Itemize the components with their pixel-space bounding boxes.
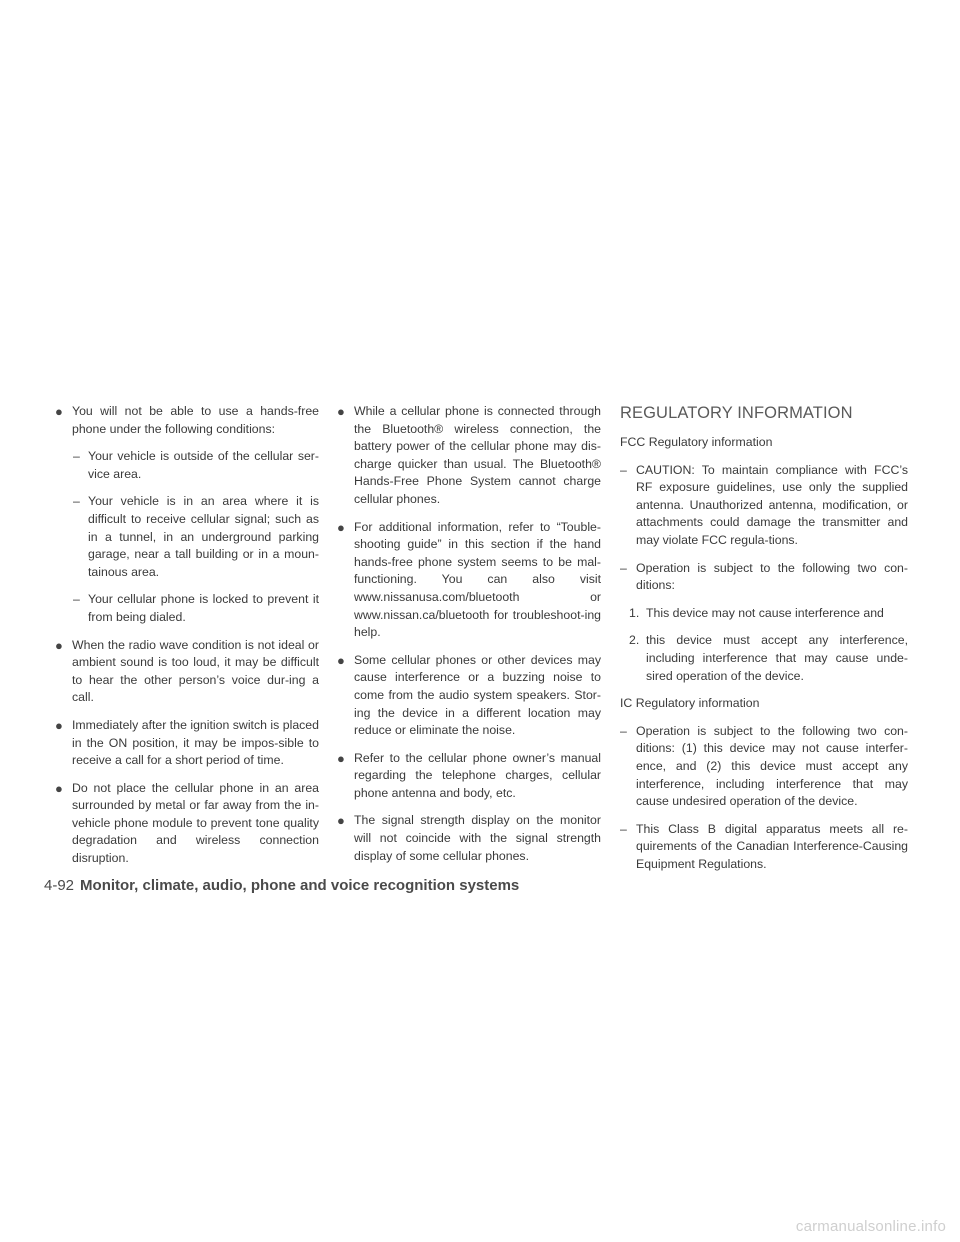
dash-item bbox=[620, 821, 908, 874]
bullet-icon: ● bbox=[337, 813, 345, 829]
bullet-icon: ● bbox=[337, 519, 345, 535]
bullet-item bbox=[55, 717, 319, 770]
bullet-text: Immediately after the ignition switch is placed in the ON position, it may be impos-sible to receive a call for a short period of time. bbox=[72, 717, 319, 768]
bullet-icon: ● bbox=[337, 750, 345, 766]
numbered-text: This device may not cause interference and bbox=[646, 605, 884, 620]
bullet-item bbox=[337, 750, 601, 803]
dash-mark: – bbox=[620, 462, 627, 477]
bullet-item bbox=[55, 637, 319, 707]
dash-mark: – bbox=[73, 592, 80, 607]
bullet-icon: ● bbox=[55, 717, 63, 733]
dash-item bbox=[620, 462, 908, 550]
dash-text: Operation is subject to the following two con-ditions: bbox=[636, 560, 908, 593]
bullet-item bbox=[337, 652, 601, 740]
numbered-item bbox=[620, 632, 908, 685]
page-number: 4-92 bbox=[44, 877, 75, 894]
bullet-text: Do not place the cellular phone in an area surrounded by metal or far away from the in-vehicle phone module to prevent tone quality degradation and wireless connection disruption. bbox=[72, 780, 319, 866]
bullet-item bbox=[55, 403, 319, 438]
bullet-icon: ● bbox=[55, 404, 63, 419]
fcc-heading: FCC Regulatory information bbox=[620, 435, 773, 449]
bullet-icon: ● bbox=[55, 637, 63, 653]
dash-item bbox=[620, 723, 908, 811]
bullet-item bbox=[337, 519, 601, 642]
dash-item bbox=[55, 493, 319, 581]
dash-item bbox=[55, 591, 319, 626]
bullet-item bbox=[337, 403, 601, 509]
dash-item bbox=[620, 560, 908, 595]
dash-text: Your vehicle is in an area where it is difficult to receive cellular signal; such as in a tunnel, in an underground parking garage, near a tall building or in a moun-tainous area. bbox=[88, 494, 319, 579]
dash-mark: – bbox=[620, 560, 627, 575]
bullet-text: When the radio wave condition is not ideal or ambient sound is too loud, it may be difficult to hear the other person’s voice dur-ing a call. bbox=[72, 637, 319, 705]
bullet-text: While a cellular phone is connected through the Bluetooth® wireless connection, the battery power of the cellular phone may dis-charge quicker than usual. The Bluetooth® Hands-Free Phone System cannot charge cellular phones. bbox=[354, 404, 601, 506]
column-middle bbox=[337, 403, 601, 875]
bullet-icon: ● bbox=[55, 780, 63, 796]
bullet-text: Some cellular phones or other devices may cause interference or a buzzing noise to come from the audio system speakers. Stor-ing the device in a different location may reduce or eliminate the noise. bbox=[354, 652, 601, 738]
bullet-icon: ● bbox=[337, 652, 345, 668]
dash-mark: – bbox=[73, 449, 80, 464]
dash-text: Operation is subject to the following two con-ditions: (1) this device may not cause interfer-ence, and (2) this device must accept any interference, including interference that may cause undesired operation of the device. bbox=[636, 723, 908, 809]
section-footer-title: Monitor, climate, audio, phone and voice recognition systems bbox=[80, 877, 520, 894]
dash-text: This Class B digital apparatus meets all re-quirements of the Canadian Interference-Causing Equipment Regulations. bbox=[636, 821, 908, 871]
watermark: carmanualsonline.info bbox=[795, 1218, 946, 1235]
dash-mark: – bbox=[620, 723, 627, 738]
item-number: 1. bbox=[629, 605, 640, 620]
page-footer bbox=[44, 876, 519, 896]
bullet-text: Refer to the cellular phone owner’s manual regarding the telephone charges, cellular phone antenna and body, etc. bbox=[354, 750, 601, 800]
bullet-icon: ● bbox=[337, 404, 345, 419]
item-number: 2. bbox=[629, 633, 640, 648]
dash-mark: – bbox=[620, 821, 627, 836]
column-right bbox=[620, 403, 908, 883]
bullet-item bbox=[55, 780, 319, 868]
bullet-text: For additional information, refer to “Touble-shooting guide” in this section if the hand hands-free phone system seems to be mal-functioning. You can also visit www.nissanusa.com/bluetooth or www.nissan.ca/bluetooth for troubleshoot-ing help. bbox=[354, 519, 601, 640]
bullet-item bbox=[337, 812, 601, 865]
bullet-text: The signal strength display on the monitor will not coincide with the signal strength display of some cellular phones. bbox=[354, 813, 601, 863]
bullet-text: You will not be able to use a hands-free phone under the following conditions: bbox=[72, 404, 319, 436]
dash-item bbox=[55, 448, 319, 483]
dash-mark: – bbox=[73, 494, 80, 509]
numbered-item bbox=[620, 605, 908, 623]
numbered-text: this device must accept any interference, including interference that may cause unde-sired operation of the device. bbox=[646, 633, 908, 683]
dash-text: Your vehicle is outside of the cellular ser-vice area. bbox=[88, 449, 319, 481]
column-left bbox=[55, 403, 319, 878]
section-title: REGULATORY INFORMATION bbox=[620, 404, 853, 422]
ic-heading: IC Regulatory information bbox=[620, 696, 760, 711]
dash-text: CAUTION: To maintain compliance with FCC’s RF exposure guidelines, use only the supplied antenna. Unauthorized antenna, modification, or attachments could damage the transmitter and may violate FCC regula-tions. bbox=[636, 462, 908, 547]
dash-text: Your cellular phone is locked to prevent it from being dialed. bbox=[88, 592, 319, 624]
